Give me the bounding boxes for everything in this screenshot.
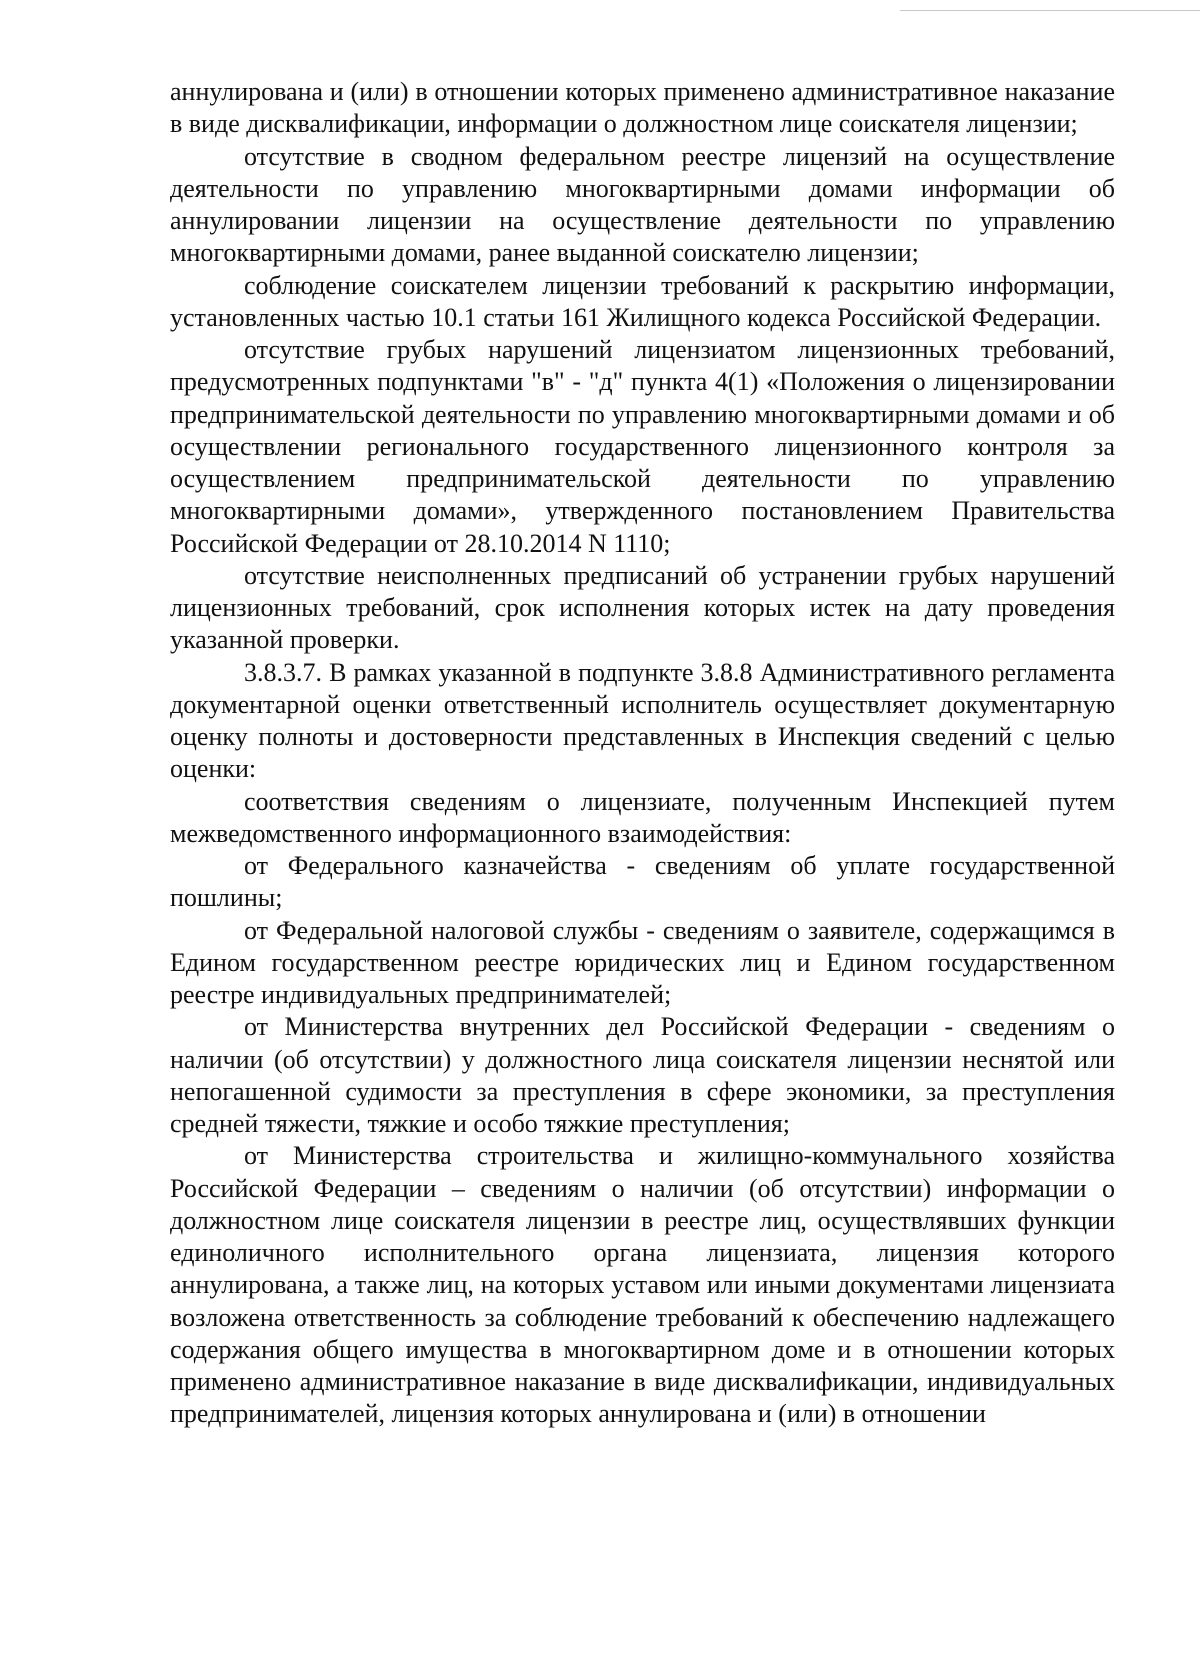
paragraph-interagency-info: соответствия сведениям о лицензиате, полученным Инспекцией путем межведомственного информационного взаимодействия: [170, 786, 1115, 848]
paragraph-interior-ministry: от Министерства внутренних дел Российской Федерации - сведениям о наличии (об отсутствии) у должностного лица соискателя лицензии неснятой или непогашенной судимости за преступления в сфере экономики, за преступления средней тяжести, тяжкие и особо тяжкие преступления; [170, 1012, 1115, 1138]
paragraph-continuation: аннулирована и (или) в отношении которых применено административное наказание в виде дисквалификации, информации о должностном лице соискателя лицензии; [170, 77, 1115, 139]
paragraph-gross-violations: отсутствие грубых нарушений лицензиатом лицензионных требований, предусмотренных подпунктами "в" - "д" пункта 4(1) «Положения о лицензировании предпринимательской деятельности по управлению многоквартирными домами и об осуществлении регионального государственного лицензионного контроля за осуществлением предпринимательской деятельности по управлению многоквартирными домами», утвержденного постановлением Правительства Российской Федерации от 28.10.2014 N 1110; [170, 335, 1115, 558]
scan-edge-line [900, 10, 1200, 11]
paragraph-tax-service: от Федеральной налоговой службы - сведениям о заявителе, содержащимся в Едином государственном реестре юридических лиц и Едином государственном реестре индивидуальных предпринимателей; [170, 915, 1115, 1009]
paragraph-information-disclosure: соблюдение соискателем лицензии требований к раскрытию информации, установленных частью 10.1 статьи 161 Жилищного кодекса Российской Федерации. [170, 270, 1115, 332]
paragraph-3-8-3-7: 3.8.3.7. В рамках указанной в подпункте 3.8.8 Административного регламента документарной оценки ответственный исполнитель осуществляет документарную оценку полноты и достоверности представленных в Инспекция сведений с целью оценки: [170, 657, 1115, 784]
paragraph-construction-ministry: от Министерства строительства и жилищно-коммунального хозяйства Российской Федерации – сведениям о наличии (об отсутствии) информации о должностном лице соискателя лицензии в реестре лиц, осуществлявших функции единоличного исполнительного органа лицензиата, лицензия которого аннулирована, а также лиц, на которых уставом или иными документами лицензиата возложена ответственность за соблюдение требований к обеспечению надлежащего содержания общего имущества в многоквартирном доме и в отношении которых применено административное наказание в виде дисквалификации, индивидуальных предпринимателей, лицензия которых аннулирована и (или) в отношении [170, 1141, 1115, 1429]
document-body [170, 76, 1115, 1431]
paragraph-treasury: от Федерального казначейства - сведениям об уплате государственной пошлины; [170, 851, 1115, 913]
paragraph-registry-annulment: отсутствие в сводном федеральном реестре лицензий на осуществление деятельности по управлению многоквартирными домами информации об аннулировании лицензии на осуществление деятельности по управлению многоквартирными домами, ранее выданной соискателю лицензии; [170, 141, 1115, 268]
paragraph-unfulfilled-orders: отсутствие неисполненных предписаний об устранении грубых нарушений лицензионных требований, срок исполнения которых истек на дату проведения указанной проверки. [170, 560, 1115, 655]
